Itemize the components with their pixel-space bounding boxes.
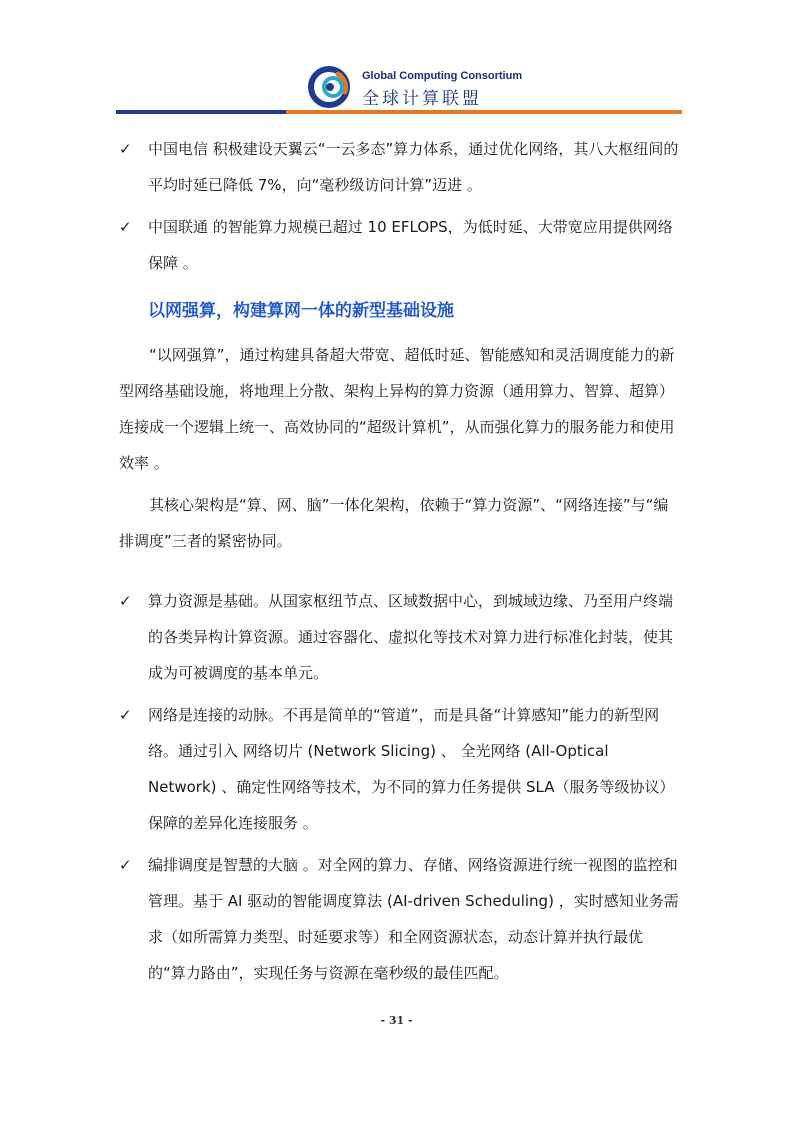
checkmark-icon: ✓ [119,856,132,874]
section-heading: 以网强算，构建算网一体的新型基础设施 [148,301,454,321]
brand-name-english: Global Computing Consortium [362,70,523,82]
checkmark-icon: ✓ [119,706,132,724]
list-item-text: 中国联通 的智能算力规模已超过 10 EFLOPS，为低时延、大带宽应用提供网络保障 。 [148,218,673,272]
checkmark-icon: ✓ [119,218,132,236]
checkmark-icon: ✓ [119,140,132,158]
list-item [119,847,679,991]
spacer [119,565,679,583]
header-rule-blue [116,110,286,114]
list-item [119,697,679,841]
page-content [119,131,679,997]
header-rule [116,110,682,114]
brand-name-chinese: 全球计算联盟 [362,89,482,109]
body-paragraph: 其核心架构是“算、网、脑”一体化架构，依赖于“算力资源”、“网络连接”与“编排调度”三者的紧密协同。 [119,496,669,550]
header-rule-orange [286,110,682,114]
list-item-text: 算力资源是基础。从国家枢纽节点、区域数据中心，到城域边缘、乃至用户终端的各类异构计算资源。通过容器化、虚拟化等技术对算力进行标准化封装，使其成为可被调度的基本单元。 [148,592,674,682]
checkmark-icon: ✓ [119,592,132,610]
list-item-text: 中国电信 积极建设天翼云“一云多态”算力体系，通过优化网络，其八大枢纽间的平均时延已降低 7%，向“毫秒级访问计算”迈进 。 [148,140,679,194]
consortium-logo-icon [308,66,354,108]
list-item [119,131,679,203]
list-item-text: 网络是连接的动脉。不再是简单的“管道”，而是具备“计算感知”能力的新型网络。通过引入 网络切片 (Network Slicing) 、 全光网络 (All-Optical Network) 、确定性网络等技术，为不同的算力任务提供 SLA（服务等级协议）保障的差异化连接服务 。 [148,706,675,832]
list-item-text: 编排调度是智慧的大脑 。对全网的算力、存储、网络资源进行统一视图的监控和管理。基于 AI 驱动的智能调度算法 (AI-driven Scheduling) ，实时感知业务需求（如所需算力类型、时延要求等）和全网资源状态，动态计算并执行最优的“算力路由”，实现任务与资源在毫秒级的最佳匹配。 [148,856,679,982]
page-header [0,0,793,116]
page-number: - 31 - [380,1014,413,1027]
list-item [119,209,679,281]
list-item [119,583,679,691]
body-paragraph: “以网强算”，通过构建具备超大带宽、超低时延、智能感知和灵活调度能力的新型网络基础设施，将地理上分散、架构上异构的算力资源（通用算力、智算、超算）连接成一个逻辑上统一、高效协同的“超级计算机”，从而强化算力的服务能力和使用效率 。 [119,346,675,472]
